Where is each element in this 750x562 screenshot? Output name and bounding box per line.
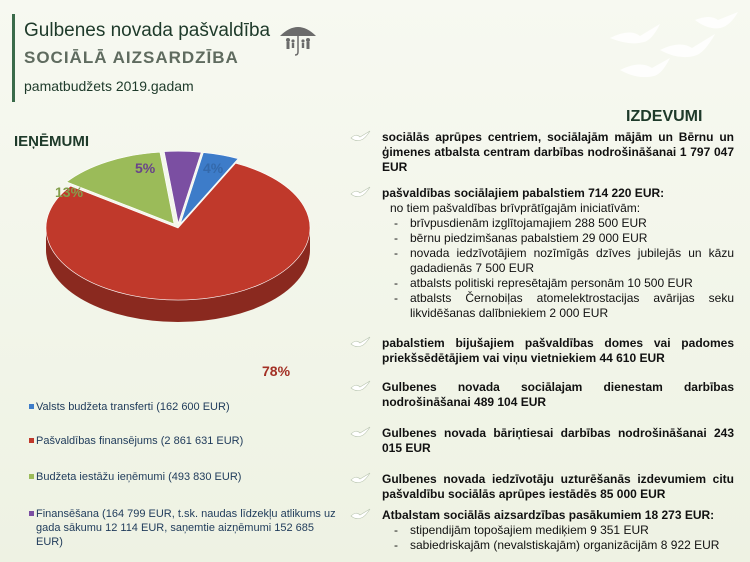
expense-item — [382, 380, 734, 410]
expense-subitem: - sabiedriskajām (nevalstiskajām) organizācijām 8 922 EUR — [388, 538, 734, 553]
legend-swatch — [29, 474, 34, 479]
legend-item — [36, 507, 336, 549]
expense-subitem: - atbalsts politiski represētajām personām 10 500 EUR — [388, 276, 734, 291]
org-title: Gulbenes novada pašvaldība — [24, 20, 271, 41]
income-pie-chart — [0, 150, 360, 390]
expense-subitem: - atbalsts Černobiļas atomelektrostacijas avārijas seku likvidēšanas dalībniekiem 2 000 EUR — [388, 291, 734, 321]
expense-item — [382, 336, 734, 366]
budget-subtitle: pamatbudžets 2019.gadam — [24, 78, 194, 94]
expense-item — [382, 426, 734, 456]
pie-label-0: 4% — [203, 160, 224, 176]
expense-text: Gulbenes novada bāriņtiesai darbības nodrošināšanai 243 015 EUR — [382, 426, 734, 455]
expense-subitem: - novada iedzīvotājiem nozīmīgās dzīves jubilejās un kāzu gadadienās 7 500 EUR — [388, 246, 734, 276]
legend-swatch — [29, 438, 34, 443]
legend-item — [36, 470, 336, 484]
flying-birds-decoration — [600, 10, 745, 90]
expense-text: pašvaldības sociālajiem pabalstiem 714 220 EUR: — [382, 186, 665, 200]
legend-swatch — [29, 511, 34, 516]
umbrella-family-icon — [278, 22, 318, 56]
expense-subheading: no tiem pašvaldības brīvprātīgajām iniciatīvām: — [390, 201, 641, 215]
expense-subitem: - brīvpusdienām izglītojamajiem 288 500 EUR — [388, 216, 734, 231]
expense-item — [382, 508, 734, 553]
pie-label-1: 78% — [262, 363, 291, 379]
expense-subitem: - stipendijām topošajiem mediķiem 9 351 EUR — [388, 523, 734, 538]
legend-label: Budžeta iestāžu ieņēmumi (493 830 EUR) — [36, 471, 242, 483]
expense-text: pabalstiem bijušajiem pašvaldības domes vai padomes priekšsēdētājiem vai viņu vietniekiem 44 610 EUR — [382, 336, 734, 365]
legend-label: Finansēšana (164 799 EUR, t.sk. naudas līdzekļu atlikums uz gada sākumu 12 114 EUR, saņemtie aizņēmumi 152 685 EUR) — [36, 508, 336, 548]
pie-label-2: 13% — [55, 184, 84, 200]
header-rule — [12, 14, 15, 102]
expense-sublist — [382, 216, 734, 321]
pie-label-3: 5% — [135, 160, 156, 176]
income-heading: IEŅĒMUMI — [14, 133, 89, 150]
bird-bullet-icon — [350, 508, 372, 522]
expense-item — [382, 130, 734, 175]
expense-text: Atbalstam sociālās aizsardzības pasākumiem 18 273 EUR: — [382, 508, 715, 522]
bird-bullet-icon — [350, 426, 372, 440]
bird-bullet-icon — [350, 130, 372, 144]
expense-text: sociālās aprūpes centriem, sociālajām mājām un Bērnu un ģimenes atbalsta centram darbības nodrošināšanai 1 797 047 EUR — [382, 130, 734, 174]
expense-heading: IZDEVUMI — [626, 108, 703, 125]
legend-item — [36, 400, 336, 414]
bird-bullet-icon — [350, 472, 372, 486]
legend-label: Valsts budžeta transferti (162 600 EUR) — [36, 401, 230, 413]
bird-bullet-icon — [350, 336, 372, 350]
expense-sublist — [382, 523, 734, 553]
bird-bullet-icon — [350, 380, 372, 394]
legend-swatch — [29, 404, 34, 409]
expense-text: Gulbenes novada sociālajam dienestam darbības nodrošināšanai 489 104 EUR — [382, 380, 734, 409]
expense-item — [382, 472, 734, 502]
expense-subitem: - bērnu piedzimšanas pabalstiem 29 000 EUR — [388, 231, 734, 246]
legend-item — [36, 434, 336, 448]
expense-item — [382, 186, 734, 321]
section-title: SOCIĀLĀ AIZSARDZĪBA — [24, 48, 239, 67]
expense-text: Gulbenes novada iedzīvotāju uzturēšanās izdevumiem citu pašvaldību sociālās aprūpes iestādēs 85 000 EUR — [382, 472, 734, 501]
legend-label: Pašvaldības finansējums (2 861 631 EUR) — [36, 435, 244, 447]
bird-bullet-icon — [350, 186, 372, 200]
